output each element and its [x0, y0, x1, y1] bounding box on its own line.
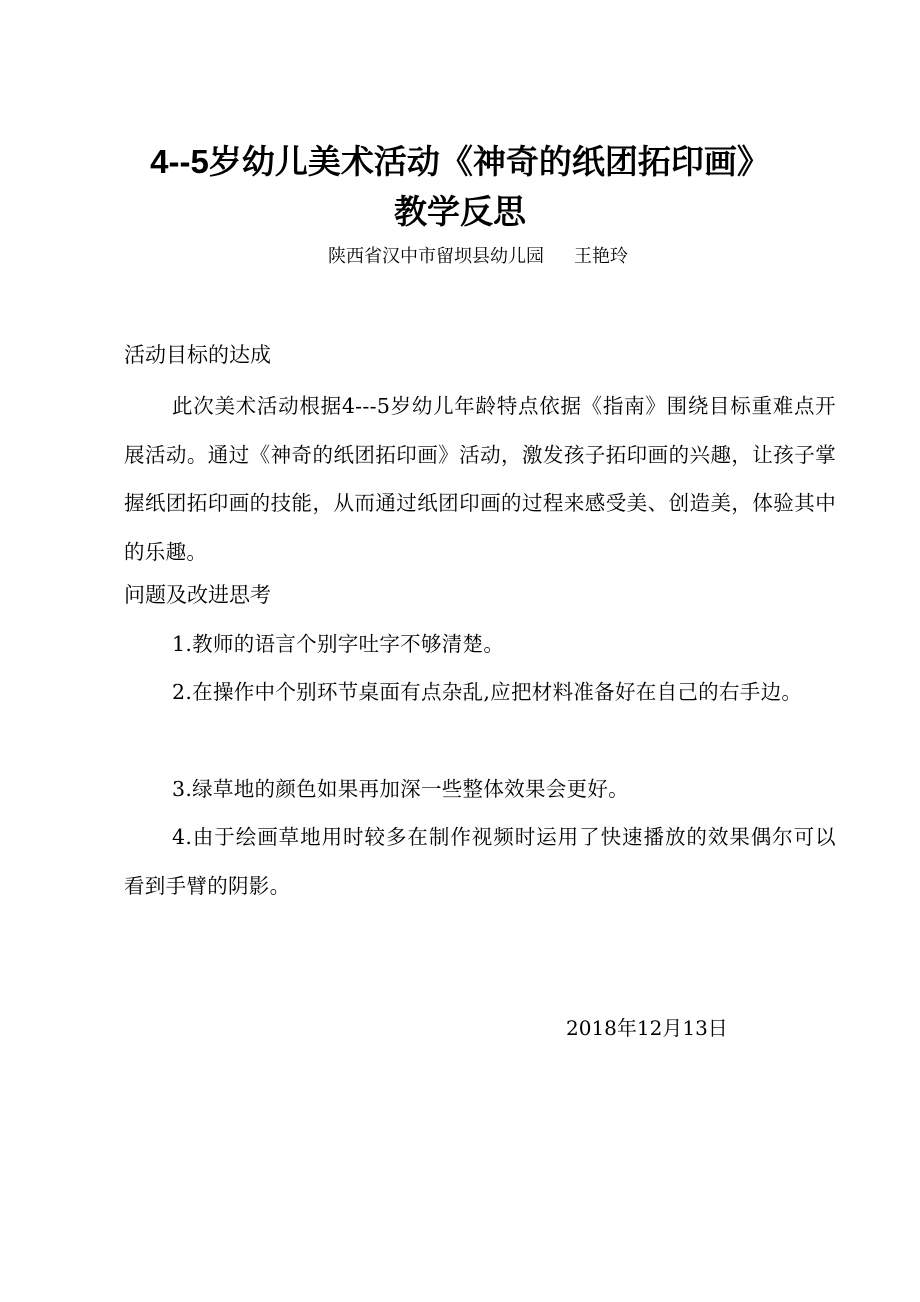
goals-paragraph: 此次美术活动根据4---5岁幼儿年龄特点依据《指南》围绕目标重难点开展活动。通过《神奇的纸团拓印画》活动，激发孩子拓印画的兴趣，让孩子掌握纸团拓印画的技能，从而通过纸团印画的过程来感受美、创造美，体验其中的乐趣。 — [124, 394, 836, 564]
document-title-line-1: 4--5岁幼儿美术活动《神奇的纸团拓印画》 — [150, 143, 770, 180]
section-heading-improvements: 问题及改进思考 — [124, 583, 271, 607]
author-name: 王艳玲 — [574, 246, 628, 267]
document-title-line-2: 教学反思 — [394, 193, 526, 230]
improvement-item-2: 2.在操作中个别环节桌面有点杂乱,应把材料准备好在自己的右手边。 — [172, 680, 803, 704]
author-line — [0, 241, 920, 273]
document-date: 2018年12月13日 — [566, 1016, 728, 1040]
author-organization: 陕西省汉中市留坝县幼儿园 — [328, 246, 544, 267]
improvement-item-4: 4.由于绘画草地用时较多在制作视频时运用了快速播放的效果偶尔可以看到手臂的阴影。 — [124, 825, 836, 898]
improvement-item-3: 3.绿草地的颜色如果再加深一些整体效果会更好。 — [172, 777, 629, 801]
improvement-item-1: 1.教师的语言个别字吐字不够清楚。 — [172, 632, 505, 656]
section-heading-goals: 活动目标的达成 — [124, 343, 271, 367]
